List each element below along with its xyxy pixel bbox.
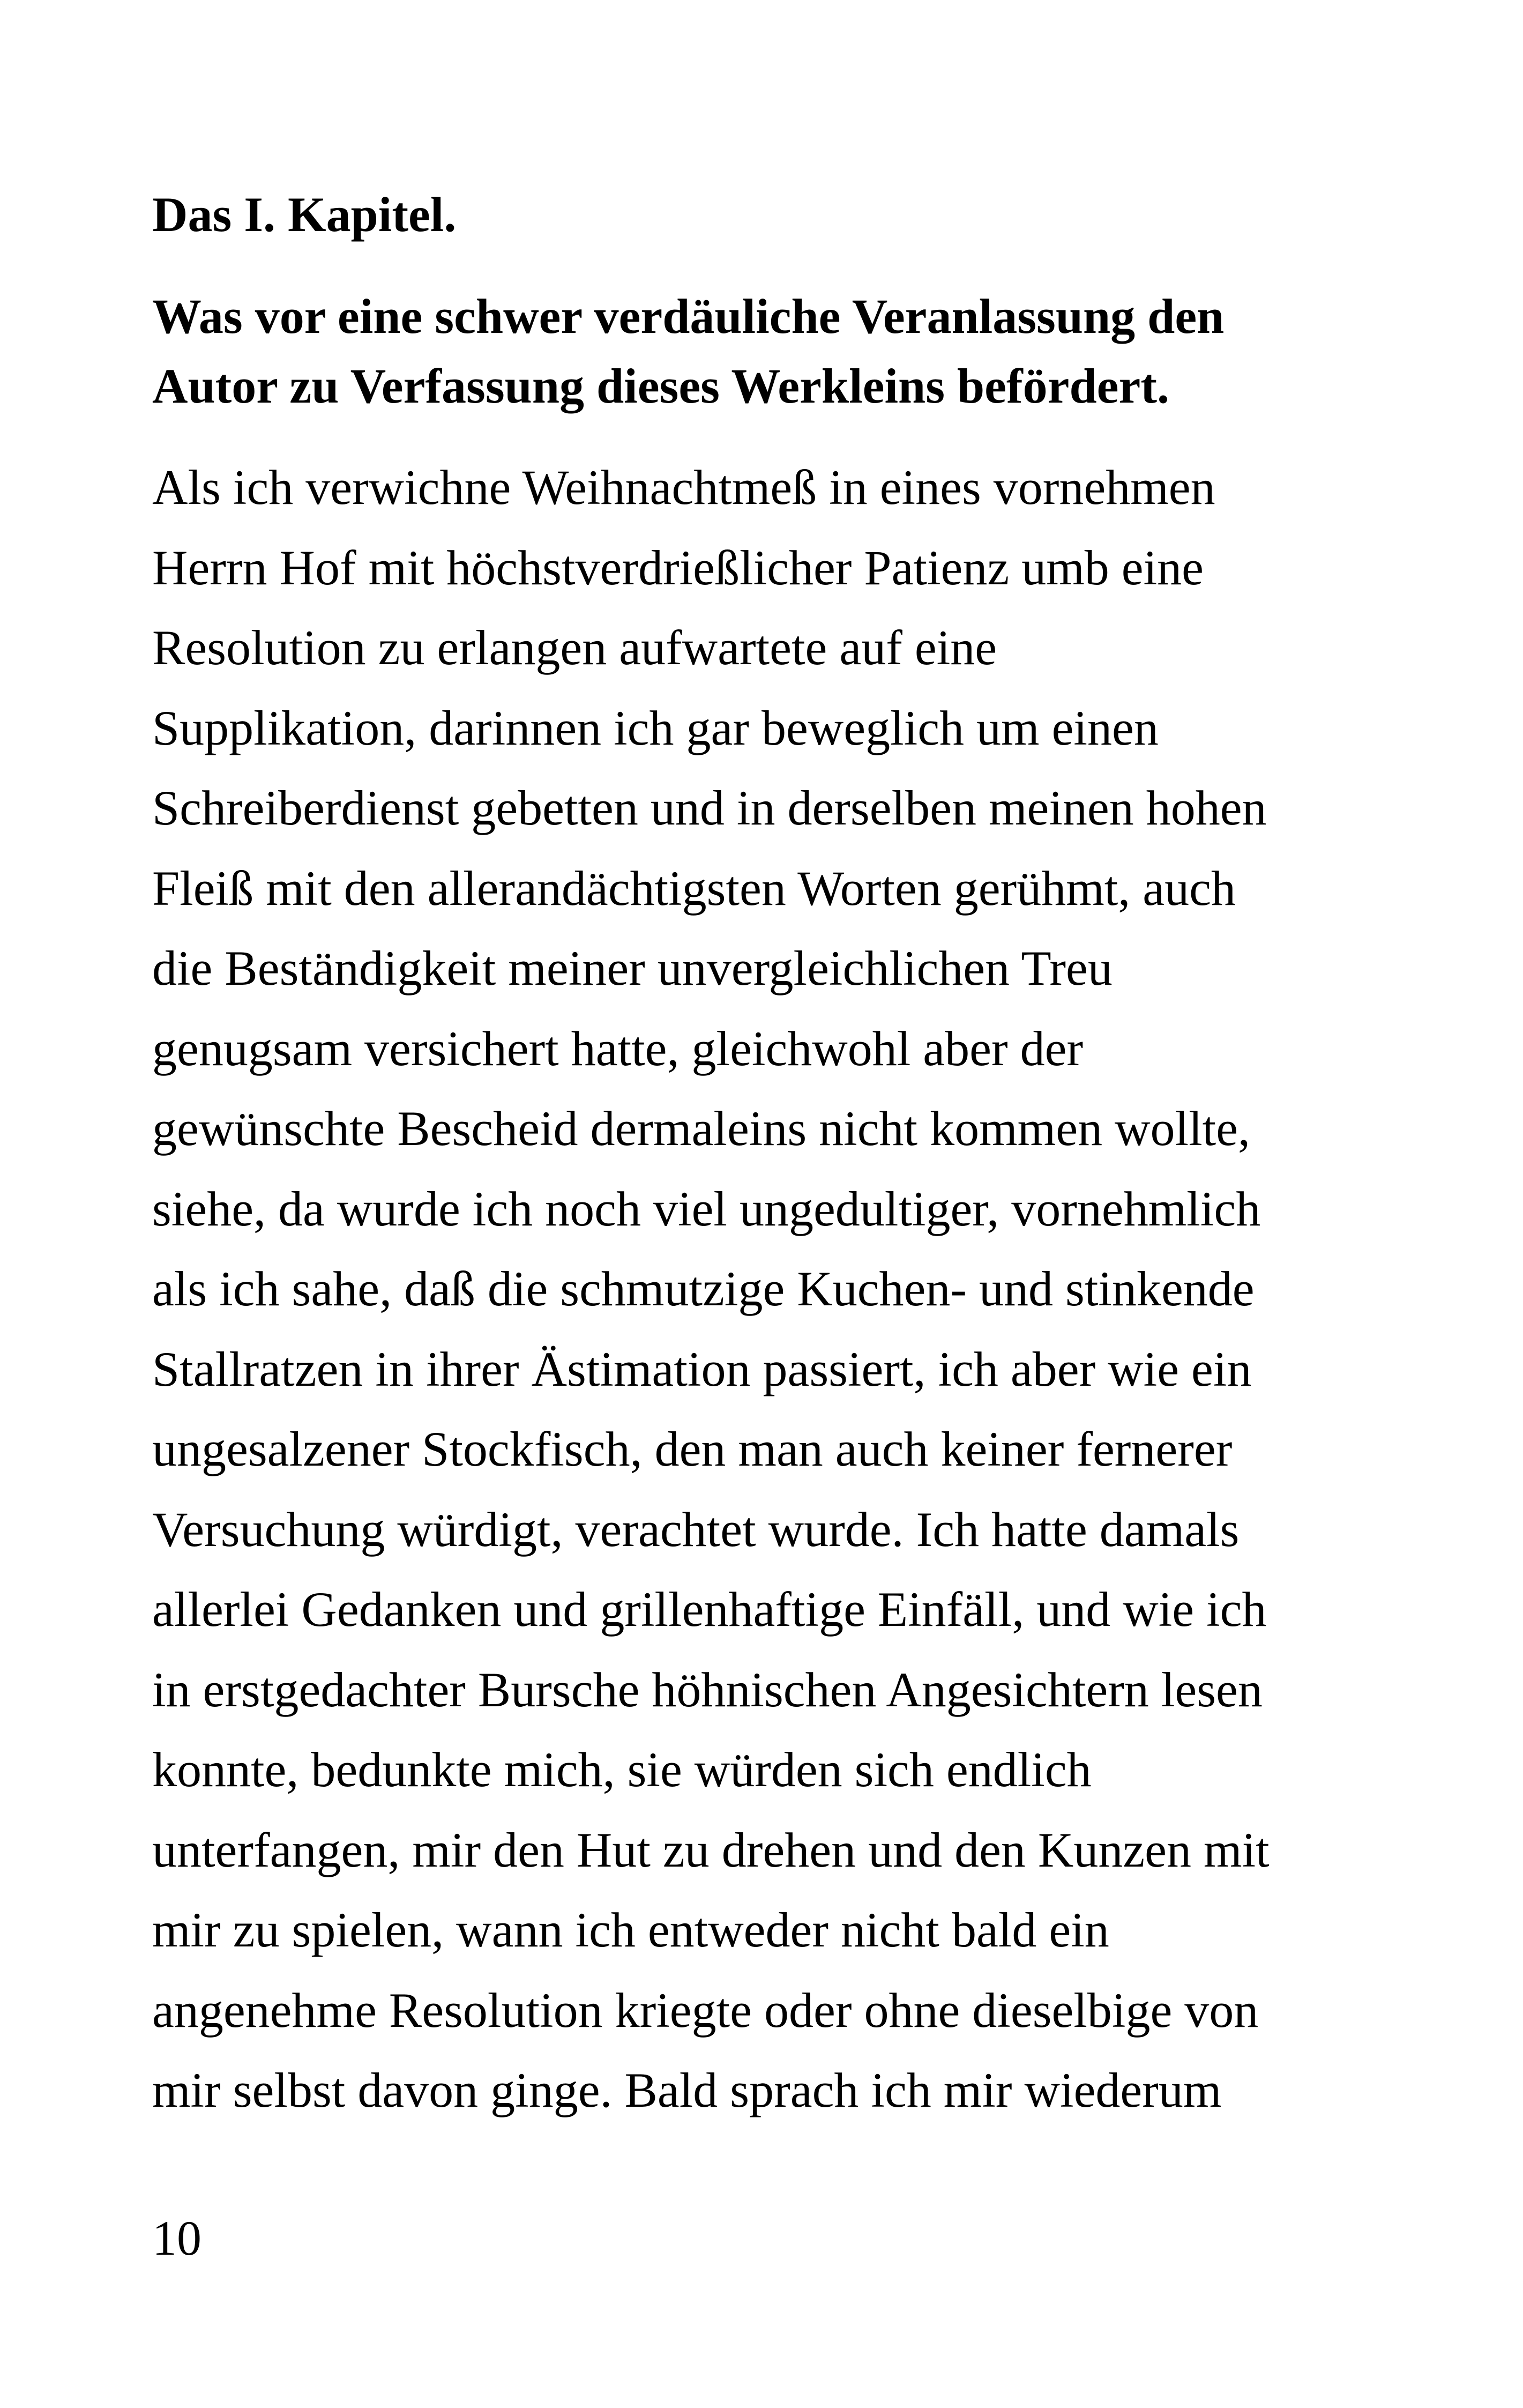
chapter-subtitle	[152, 281, 1224, 421]
text-line: Supplikation, darinnen ich gar beweglich um einen	[152, 700, 1159, 755]
text-line: unterfangen, mir den Hut zu drehen und den Kunzen mit	[152, 1822, 1270, 1877]
text-line: konnte, bedunkte mich, sie würden sich endlich	[152, 1742, 1092, 1797]
text-line: genugsam versichert hatte, gleichwohl aber der	[152, 1021, 1084, 1076]
text-line: Fleiß mit den allerandächtigsten Worten gerühmt, auch	[152, 860, 1236, 916]
text-line: Als ich verwichne Weihnachtmeß in eines vornehmen	[152, 460, 1215, 515]
text-line: Stallratzen in ihrer Ästimation passiert, ich aber wie ein	[152, 1341, 1252, 1396]
text-line: angenehme Resolution kriegte oder ohne dieselbige von	[152, 1982, 1259, 2038]
text-line: Versuchung würdigt, verachtet wurde. Ich hatte damals	[152, 1502, 1240, 1557]
text-line: Herrn Hof mit höchstverdrießlicher Patienz umb eine	[152, 540, 1204, 595]
text-line: in erstgedachter Bursche höhnischen Angesichtern lesen	[152, 1662, 1263, 1717]
body-paragraph	[152, 448, 1270, 2131]
text-line: allerlei Gedanken und grillenhaftige Einfäll, und wie ich	[152, 1582, 1267, 1637]
text-line: die Beständigkeit meiner unvergleichlichen Treu	[152, 941, 1113, 995]
page-number: 10	[152, 2211, 201, 2265]
text-line: mir selbst davon ginge. Bald sprach ich mir wiederum	[152, 2063, 1222, 2117]
text-line: Schreiberdienst gebetten und in derselben meinen hohen	[152, 781, 1267, 835]
text-line: als ich sahe, daß die schmutzige Kuchen- und stinkende	[152, 1261, 1255, 1316]
text-line: siehe, da wurde ich noch viel ungedultiger, vornehmlich	[152, 1181, 1261, 1236]
text-line: ungesalzener Stockfisch, den man auch keiner fernerer	[152, 1422, 1233, 1476]
chapter-subtitle-line: Was vor eine schwer verdäuliche Veranlassung den	[152, 289, 1225, 344]
text-line: mir zu spielen, wann ich entweder nicht bald ein	[152, 1902, 1109, 1957]
text-line: gewünschte Bescheid dermaleins nicht kommen wollte,	[152, 1101, 1251, 1156]
chapter-heading: Das I. Kapitel.	[152, 187, 457, 242]
chapter-subtitle-line: Autor zu Verfassung dieses Werkleins befördert.	[152, 359, 1169, 413]
text-line: Resolution zu erlangen aufwartete auf eine	[152, 620, 997, 675]
